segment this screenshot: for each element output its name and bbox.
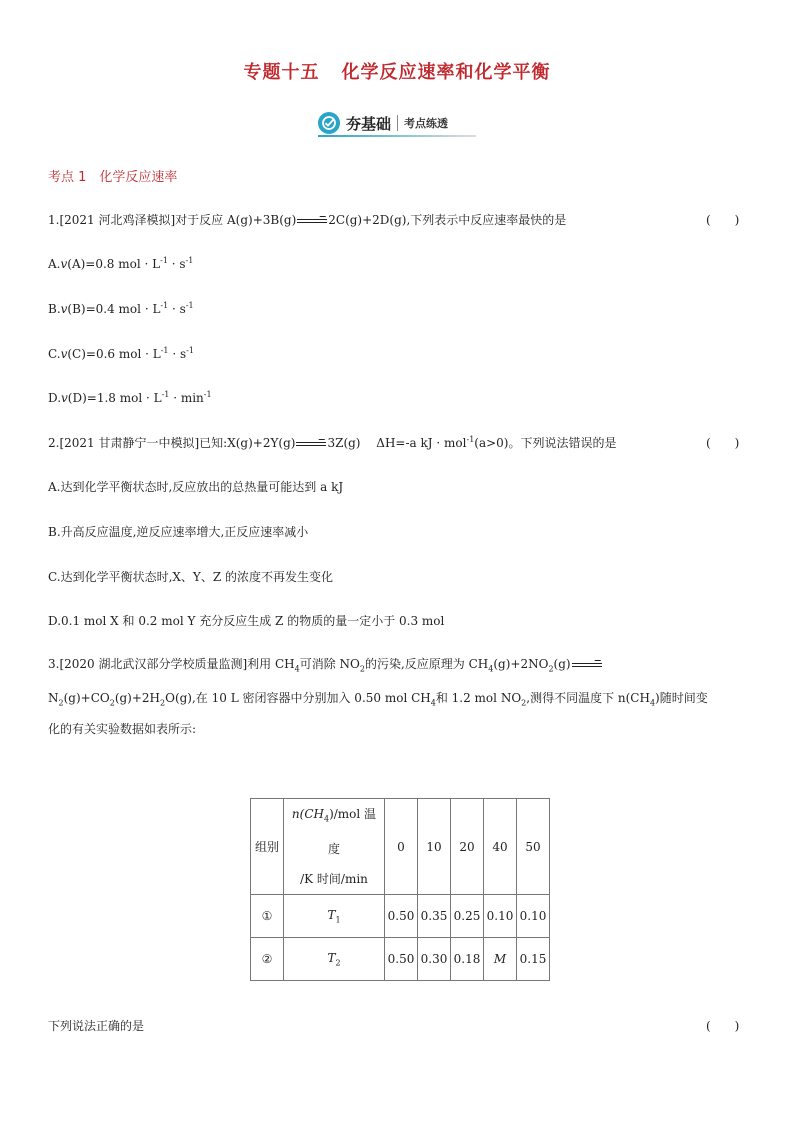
option-letter: A. bbox=[48, 257, 61, 271]
value-cell: 0.50 bbox=[385, 938, 418, 981]
q1-option-c bbox=[48, 346, 194, 361]
value-cell: 0.35 bbox=[418, 895, 451, 938]
q1-option-d bbox=[48, 390, 212, 405]
subscript: 2 bbox=[521, 698, 527, 708]
exponent: -1 bbox=[203, 390, 212, 399]
badge-divider bbox=[397, 115, 398, 131]
exponent: -1 bbox=[185, 256, 194, 265]
q3-text: (g)+CO bbox=[63, 691, 110, 705]
header-time: 20 bbox=[451, 799, 484, 895]
value-cell: 0.10 bbox=[484, 895, 517, 938]
table-header-row bbox=[251, 799, 550, 895]
q3-text: (g) bbox=[553, 657, 571, 671]
subscript: 2 bbox=[58, 698, 64, 708]
exponent: -1 bbox=[185, 301, 194, 310]
q2-option-c: C.达到化学平衡状态时,X、Y、Z 的浓度不再发生变化 bbox=[48, 570, 334, 584]
group-cell: ② bbox=[251, 938, 284, 981]
badge-sub-label: 考点练透 bbox=[404, 117, 449, 130]
subscript: 4 bbox=[488, 664, 494, 674]
title-topic-name: 化学反应速率和化学平衡 bbox=[341, 62, 551, 83]
temp-symbol: T bbox=[327, 908, 336, 923]
option-letter: B. bbox=[48, 302, 61, 316]
q3-text: O(g),在 10 L 密闭容器中分别加入 0.50 mol CH bbox=[165, 691, 431, 705]
q3-stem-line-2 bbox=[48, 689, 708, 707]
header-time: 50 bbox=[517, 799, 550, 895]
value-cell: M bbox=[484, 938, 517, 981]
q2-option-a: A.达到化学平衡状态时,反应放出的总热量可能达到 a kJ bbox=[48, 480, 344, 494]
q2-stem bbox=[48, 434, 617, 451]
subscript: 2 bbox=[160, 698, 166, 708]
option-text: · min bbox=[169, 391, 204, 405]
value-cell: 0.25 bbox=[451, 895, 484, 938]
exponent: -1 bbox=[160, 256, 168, 265]
rate-symbol: v bbox=[60, 257, 68, 271]
exponent: -1 bbox=[160, 301, 169, 310]
subscript: 2 bbox=[335, 958, 341, 968]
exponent: -1 bbox=[161, 390, 170, 399]
header-var-text bbox=[292, 807, 376, 856]
q3-text: N bbox=[48, 691, 59, 705]
header-time: 10 bbox=[418, 799, 451, 895]
subscript: 2 bbox=[359, 664, 365, 674]
q3-stem-line-3: 化的有关实验数据如表所示: bbox=[48, 722, 197, 736]
badge-main-label: 夯基础 bbox=[346, 114, 392, 133]
q2-stem-part: 2.[2021 甘肃静宁一中模拟]已知:X(g)+2Y(g) bbox=[48, 436, 296, 450]
equilibrium-arrow-icon bbox=[572, 660, 602, 670]
option-text: (C)=0.6 mol · L bbox=[67, 347, 161, 361]
header-variable bbox=[284, 799, 385, 895]
badge-underline bbox=[318, 135, 476, 137]
value-cell: 0.50 bbox=[385, 895, 418, 938]
value-cell: 0.18 bbox=[451, 938, 484, 981]
temp-cell bbox=[284, 938, 385, 981]
exponent: -1 bbox=[466, 435, 475, 444]
temp-symbol: T bbox=[327, 951, 336, 966]
subscript: 1 bbox=[335, 915, 341, 925]
option-letter: D. bbox=[48, 391, 62, 405]
value-cell: 0.10 bbox=[517, 895, 550, 938]
value-cell: 0.30 bbox=[418, 938, 451, 981]
q3-question: 下列说法正确的是 bbox=[48, 1019, 145, 1033]
option-text: · s bbox=[168, 302, 186, 316]
q1-option-b bbox=[48, 301, 194, 316]
equilibrium-arrow-icon bbox=[296, 439, 326, 449]
data-table bbox=[250, 798, 550, 981]
subscript: 4 bbox=[323, 814, 330, 824]
rate-symbol: v bbox=[60, 347, 68, 361]
q1-option-a bbox=[48, 256, 193, 271]
header-time: 0 bbox=[385, 799, 418, 895]
q2-answer-blank: ( ) bbox=[706, 436, 740, 450]
title-topic-number: 专题十五 bbox=[243, 62, 320, 83]
q3-text: )随时间变 bbox=[655, 691, 708, 705]
header-group: 组别 bbox=[251, 799, 284, 895]
option-letter: C. bbox=[48, 347, 61, 361]
rate-symbol: v bbox=[61, 391, 68, 405]
subscript: 2 bbox=[109, 698, 115, 708]
subscript: 4 bbox=[649, 698, 656, 708]
equilibrium-arrow-icon bbox=[297, 216, 327, 226]
page-title bbox=[0, 58, 794, 84]
q2-option-b: B.升高反应温度,逆反应速率增大,正反应速率减小 bbox=[48, 525, 309, 539]
q3-text: (g)+2H bbox=[114, 691, 161, 705]
q3-text: 和 1.2 mol NO bbox=[435, 691, 522, 705]
section-heading: 考点 1 化学反应速率 bbox=[48, 170, 178, 185]
q1-stem-part: 1.[2021 河北鸡泽模拟]对于反应 A(g)+3B(g) bbox=[48, 213, 297, 227]
q3-text: ,测得不同温度下 n(CH bbox=[526, 691, 650, 705]
subscript: 4 bbox=[430, 698, 436, 708]
option-text: · s bbox=[168, 347, 187, 361]
temp-cell bbox=[284, 895, 385, 938]
q2-stem-part: (a>0)。下列说法错误的是 bbox=[474, 436, 617, 450]
q1-answer-blank: ( ) bbox=[706, 213, 740, 227]
rate-symbol: v bbox=[60, 302, 68, 316]
exponent: -1 bbox=[160, 346, 169, 355]
header-time: 40 bbox=[484, 799, 517, 895]
q2-option-d: D.0.1 mol X 和 0.2 mol Y 充分反应生成 Z 的物质的量一定小于 0.3 mol bbox=[48, 614, 445, 628]
option-text: (B)=0.4 mol · L bbox=[67, 302, 161, 316]
table-row bbox=[251, 938, 550, 981]
option-text: (D)=1.8 mol · L bbox=[67, 391, 162, 405]
exponent: -1 bbox=[186, 346, 194, 355]
q3-text: 的污染,反应原理为 CH bbox=[364, 657, 489, 671]
target-check-icon bbox=[318, 112, 340, 134]
header-var-b: )/mol 温度 bbox=[327, 807, 377, 857]
q3-stem-line-1 bbox=[48, 655, 603, 673]
q1-stem-part: 2C(g)+2D(g),下列表示中反应速率最快的是 bbox=[328, 213, 567, 227]
subscript: 2 bbox=[548, 664, 554, 674]
header-var-c: /K 时间/min bbox=[300, 872, 368, 887]
q2-stem-part: 3Z(g) ΔH=-a kJ · mol bbox=[327, 436, 467, 450]
table-row bbox=[251, 895, 550, 938]
option-text: (A)=0.8 mol · L bbox=[67, 257, 161, 271]
group-cell: ① bbox=[251, 895, 284, 938]
section-badge bbox=[318, 110, 448, 136]
q3-text: 可消除 NO bbox=[299, 657, 360, 671]
q3-answer-blank: ( ) bbox=[706, 1019, 740, 1033]
option-text: · s bbox=[167, 257, 186, 271]
q1-stem bbox=[48, 211, 566, 228]
subscript: 4 bbox=[294, 664, 300, 674]
q3-text: 3.[2020 湖北武汉部分学校质量监测]利用 CH bbox=[48, 657, 295, 671]
header-var-a: n(CH bbox=[291, 807, 324, 821]
q3-text: (g)+2NO bbox=[493, 657, 549, 671]
value-cell: 0.15 bbox=[517, 938, 550, 981]
